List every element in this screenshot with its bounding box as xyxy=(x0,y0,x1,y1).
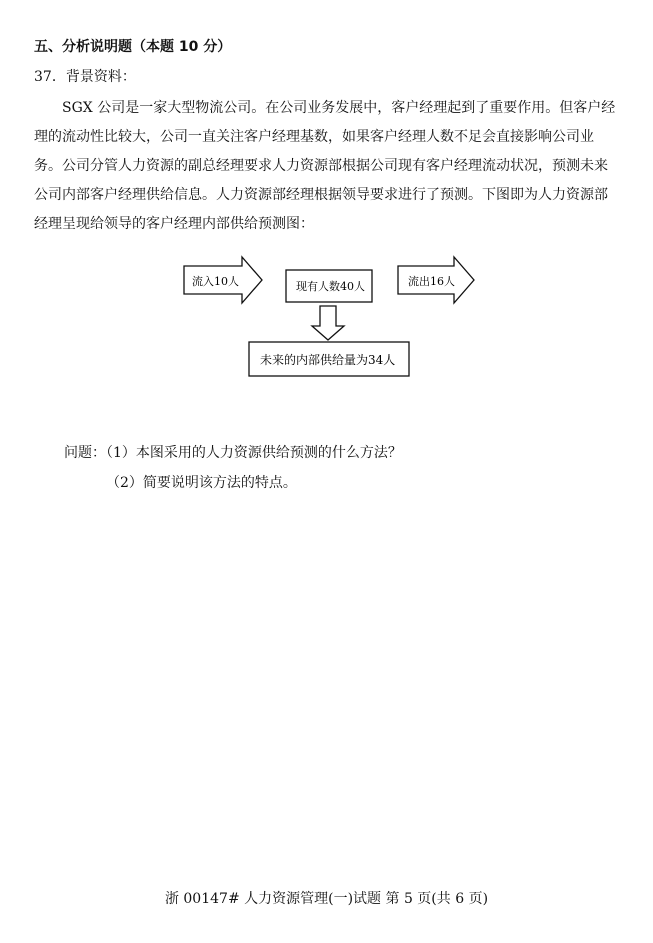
outflow-label: 流出16人 xyxy=(408,275,455,288)
down-arrow xyxy=(312,306,344,340)
background-paragraph xyxy=(34,94,618,239)
question-1: （1）本图采用的人力资源供给预测的什么方法？ xyxy=(106,445,402,461)
inflow-label: 流入10人 xyxy=(192,275,239,288)
background-text: SGX 公司是一家大型物流公司。在公司业务发展中，客户经理起到了重要作用。但客户经理的流动性比较大，公司一直关注客户经理基数，如果客户经理人数不足会直接影响公司业务。公司分管人力资源的副总经理要求人力资源部根据公司现有客户经理流动状况，预测未来公司内部客户经理供给信息。人力资源部经理根据领导要求进行了预测。下图即为人力资源部经理呈现给领导的客户经理内部供给预测图： xyxy=(34,100,616,232)
supply-forecast-diagram xyxy=(0,250,653,390)
future-supply-label: 未来的内部供给量为34人 xyxy=(260,353,396,367)
current-staff-label: 现有人数40人 xyxy=(296,280,365,293)
page-footer: 浙 00147# 人力资源管理(一)试题 第 5 页(共 6 页) xyxy=(164,891,489,907)
section-title: 五、分析说明题（本题 10 分） xyxy=(34,39,232,55)
question-row-2 xyxy=(64,468,402,498)
question-2: （2）简要说明该方法的特点。 xyxy=(106,475,297,491)
question-prefix: 问题： xyxy=(64,445,106,461)
question-list xyxy=(64,438,402,498)
question-row-1 xyxy=(64,438,402,468)
question-number-label: 37．背景资料： xyxy=(34,69,136,85)
